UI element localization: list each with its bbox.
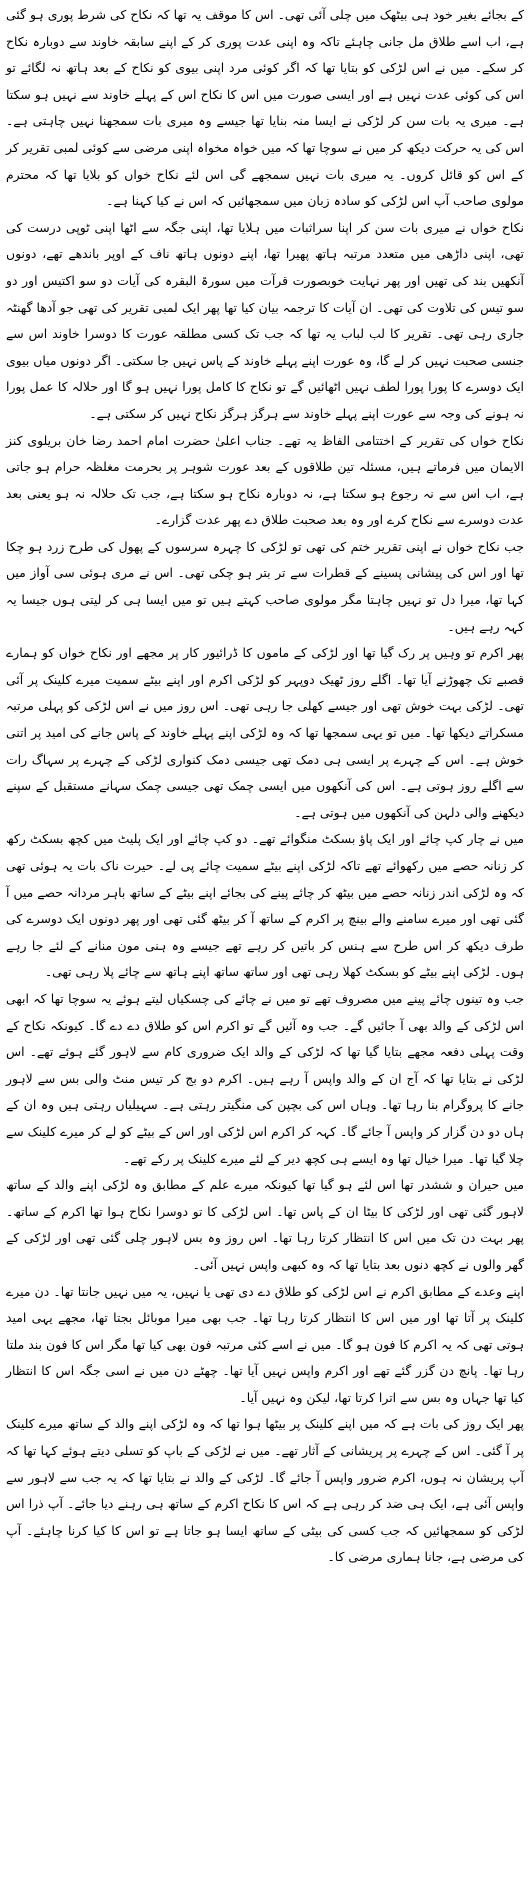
article-paragraph: نکاح خواں کی تقریر کے اختتامی الفاظ یہ تھے۔ جناب اعلیٰ حضرت امام احمد رضا خان بریلوی کنز الایمان میں فرماتے ہیں، مسئلہ تین طلاقوں کے بعد عورت شوہر پر بحرمت مغلظہ حرام ہو جاتی ہے، اب اس سے نہ رجوع ہو سکتا ہے، نہ دوبارہ نکاح ہو سکتا ہے، جب تک حلالہ نہ ہو یعنی بعد عدت دوسرے سے نکاح کرے اور وہ بعد صحبت طلاق دے پھر عدت گزارے۔ xyxy=(6,432,524,528)
article-paragraph: پھر ایک روز کی بات ہے کہ میں اپنے کلینک پر بیٹھا ہوا تھا کہ وہ لڑکی اپنے والد کے ساتھ میرے کلینک پر آ گئی۔ اس کے چہرے پر پریشانی کے آثار تھے۔ میں نے لڑکی کے باپ کو تسلی دیتے ہوئے کہا تھا کہ آپ پریشان نہ ہوں، اکرم ضرور واپس آ جائے گا۔ لڑکی کے والد نے بتایا تھا کہ یہ جب سے لاہور سے واپس آئی ہے، ایک ہی ضد کر رہی ہے کہ اس کا نکاح اکرم کے ساتھ ہی رہنے دیا جائے۔ آپ ذرا اس لڑکی کو سمجھائیں کہ جب کسی کی بیٹی کے ساتھ ایسا ہو جاتا ہے تو اس کا کیا کرنا چاہئے۔ آپ کی مرضی ہے، جانا ہماری مرضی کا۔ xyxy=(6,1416,524,1565)
article-paragraph: اپنے وعدے کے مطابق اکرم نے اس لڑکی کو طلاق دے دی تھی یا نہیں، یہ میں نہیں جانتا تھا۔ دن میرے کلینک پر آتا تھا اور میں اس کا انتظار کرتا رہا تھا۔ جب بھی میرا موبائل بجتا تھا، مجھے یہی امید ہوتی تھی کہ یہ اکرم کا فون ہو گا۔ میں نے اسے کئی مرتبہ فون بھی کیا تھا مگر اس کا فون بند ملتا رہا تھا۔ پانچ دن گزر گئے تھے اور اکرم واپس نہیں آیا تھا۔ چھٹے دن میں نے اسی جگہ اس کا انتظار کیا تھا جہاں وہ بس سے اترا کرتا تھا، لیکن وہ نہیں آیا۔ xyxy=(6,1283,524,1405)
article-paragraph: میں نے چار کپ چائے اور ایک پاؤ بسکٹ منگوائے تھے۔ دو کپ چائے اور ایک پلیٹ میں کچھ بسکٹ رکھ کر زنانہ حصے میں رکھوائے تھے تاکہ لڑکی اپنے بیٹے سمیت چائے پی لے۔ حیرت ناک بات یہ ہوئی تھی کہ وہ لڑکی اندر زنانہ حصے میں بیٹھ کر چائے پینے کی بجائے اپنے بیٹے کے ساتھ باہر مردانہ حصے میں آ گئی تھی اور میرے سامنے والے بینچ پر اکرم کے ساتھ آ کر بیٹھ گئی تھی اور پھر دونوں ایک دوسرے کی طرف دیکھ کر اس طرح سے ہنس کر باتیں کر رہے تھے جیسے وہ ہنی مون منانے کے لئے جا رہے ہوں۔ لڑکی اپنے بیٹے کو بسکٹ کھلا رہی تھی اور ساتھ ساتھ اپنے ہاتھ سے چائے پلا رہی تھی۔ xyxy=(6,831,524,980)
article-paragraph: میں حیران و ششدر تھا اس لئے ہو گیا تھا کیونکہ میرے علم کے مطابق وہ لڑکی اپنے والد کے ساتھ لاہور گئی تھی اور لڑکی کا بیٹا ان کے پاس تھا۔ اس لڑکی کا تو دوسرا نکاح ہوا تھا اکرم کے ساتھ۔ پھر بہت دن تک میں اس کا انتظار کرتا رہا تھا۔ اس روز وہ بس لاہور چلی گئی تھی اور لڑکی کے گھر والوں نے کچھ دنوں بعد بتایا تھا کہ وہ کبھی واپس نہیں آئی۔ xyxy=(6,1177,524,1272)
article-paragraph: جب وہ تینوں چائے پینے میں مصروف تھے تو میں نے چائے کی چسکیاں لیتے ہوئے یہ سوچا تھا کہ ابھی اس لڑکی کے والد بھی آ جائیں گے۔ جب وہ آئیں گے تو اکرم اس کو طلاق دے دے گا۔ کیونکہ نکاح کے وقت پہلی دفعہ مجھے بتایا گیا تھا کہ لڑکی کے والد ایک ضروری کام سے لاہور گئے ہوئے تھے۔ اس لڑکی نے بتایا تھا کہ آج ان کے والد واپس آ رہے ہیں۔ اکرم دو بج کر تیس منٹ والی بس سے لاہور جانے کا پروگرام بنا رہا تھا۔ وہاں اس کی بچپن کی منگیتر رہتی ہے۔ سہیلیاں رہتی ہیں وہ ان کے ہاں دو دن گزار کر واپس آ جائے گا۔ کہہ کر اکرم اس لڑکی اور اس کے بیٹے کو لے کر میرے کلینک سے چلا گیا تھا۔ میرا خیال تھا وہ ایسے ہی کچھ دیر کے لئے میرے کلینک پر رکے تھے۔ xyxy=(6,990,524,1166)
article-paragraph: کے بجائے بغیر خود ہی بیٹھک میں چلی آئی تھی۔ اس کا موقف یہ تھا کہ نکاح کی شرط پوری ہو گئی ہے، اب اسے طلاق مل جانی چاہئے تاکہ وہ اپنی عدت پوری کر کے اپنے سابقہ خاوند سے دوبارہ نکاح کر سکے۔ میں نے اس لڑکی کو بتایا تھا کہ اگر کوئی مرد اپنی بیوی کو نکاح کے بعد ہاتھ نہ لگائے تو اس کی کوئی عدت نہیں ہے اور ایسی صورت میں اس کا نکاح اس کے پہلے خاوند سے نہیں ہو سکتا ہے۔ میری یہ بات سن کر لڑکی نے ایسا منہ بنایا تھا جیسے وہ میری بات سمجھنا نہیں چاہتی ہے۔ اس کی یہ حرکت دیکھ کر میں نے سوچا تھا کہ میں خواہ مخواہ اپنی مرضی سے کوئی لمبی تقریر کر کے اس کو قائل کروں۔ یہ میری بات نہیں سمجھے گی اس لئے نکاح خواں کو بلایا تھا کہ محترم مولوی صاحب آپ اس لڑکی کو سادہ زبان میں سمجھائیں کہ اس نے کیا کہنا ہے۔ xyxy=(6,7,524,209)
article-paragraph: پھر اکرم تو وہیں پر رک گیا تھا اور لڑکی کے ماموں کا ڈرائیور کار پر مجھے اور نکاح خواں کو ہمارے قصبے تک چھوڑنے آیا تھا۔ اگلے روز ٹھیک دوپہر کو لڑکی اکرم اور اپنے بیٹے سمیت میرے کلینک پر آئی تھی۔ لڑکی بہت خوش تھی اور جیسے کھلی جا رہی تھی۔ اس روز میں نے اس لڑکی کو پہلی مرتبہ مسکراتے دیکھا تھا۔ میں تو یہی سمجھا تھا کہ وہ لڑکی اپنے پہلے خاوند کے پاس جانے کی امید پر اتنی خوش ہے۔ اس کے چہرے پر ایسی ہی دمک تھی جیسی دمک کنواری لڑکی کے چہرے پر سہاگ رات سے اگلے روز ہوتی ہے۔ اس کی آنکھوں میں ایسی چمک تھی جیسی چمک سہانے مستقبل کے سپنے دیکھنے والی دلہن کی آنکھوں میں ہوتی ہے۔ xyxy=(6,645,524,820)
article-paragraph: جب نکاح خواں نے اپنی تقریر ختم کی تھی تو لڑکی کا چہرہ سرسوں کے پھول کی طرح زرد ہو چکا تھا اور اس کی پیشانی پسینے کے قطرات سے تر بتر ہو چکی تھی۔ اس نے مری ہوئی سی آواز میں کہا تھا، میرا دل تو نہیں چاہتا مگر مولوی صاحب کہتے ہیں تو میں ایسا ہی کر لیتی ہوں جیسا یہ کہہ رہے ہیں۔ xyxy=(6,538,524,634)
article-paragraph: نکاح خواں نے میری بات سن کر اپنا سراثبات میں ہلایا تھا، اپنی جگہ سے اٹھا اپنی ٹوپی درست کی تھی، اپنی داڑھی میں متعدد مرتبہ ہاتھ پھیرا تھا، اپنے دونوں ہاتھ ناف کے اوپر باندھے تھے، دونوں آنکھیں بند کی تھیں اور پھر نہایت خوبصورت قرآت میں سورۃ البقرہ کی آیات دو سو اکتیس اور دو سو تیس کی تلاوت کی تھی۔ ان آیات کا ترجمہ بیان کیا تھا پھر ایک لمبی تقریر کی تھی جو آدھا گھنٹہ جاری رہی تھی۔ تقریر کا لب لباب یہ تھا کہ جب تک کسی مطلقہ عورت کا دوسرا خاوند اس سے جنسی صحبت نہیں کر لے گا، وہ عورت اپنے پہلے خاوند کے پاس نہیں جا سکتی۔ اگر دونوں میاں بیوی ایک دوسرے کا پورا پورا لطف نہیں اٹھائیں گے تو نکاح کا کامل پورا نہیں ہو گا اور حلالہ کا عمل پورا نہ ہونے کی وجہ سے عورت اپنے پہلے خاوند سے ہرگز ہرگز نکاح نہیں کر سکتی ہے۔ xyxy=(6,219,524,421)
